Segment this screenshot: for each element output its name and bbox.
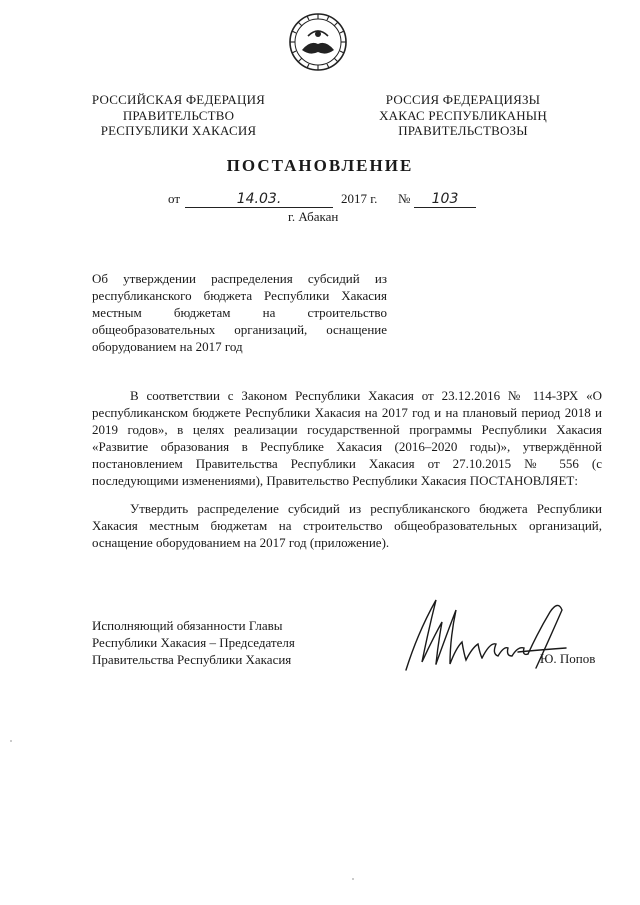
body-paragraph-1: В соответствии с Законом Республики Хакасия от 23.12.2016 № 114-ЗРХ «О республиканском бюджете Республики Хакасия на 2017 год и на плановый период 2018 и 2019 годов», в целях реализации государственной программы Республики Хакасия «Развитие образования в Республике Хакасия (2016–2020 годы)», утверждённой постановлением Правительства Республики Хакасия от 27.10.2015 № 556 (с последующими изменениями), Правительство Республики Хакасия ПОСТАНОВЛЯЕТ: xyxy=(92,388,602,488)
header-left-line: ПРАВИТЕЛЬСТВО xyxy=(122,107,235,123)
header-left-line: РОССИЙСКАЯ ФЕДЕРАЦИЯ xyxy=(91,92,266,107)
date-value: 14.03. xyxy=(185,191,333,208)
document-title: ПОСТАНОВЛЕНИЕ xyxy=(226,156,414,175)
scan-speck xyxy=(10,740,12,742)
header-right-line: ПРАВИТЕЛЬСТВОЗЫ xyxy=(398,123,528,138)
document-subject: Об утверждении распределения субсидий из республиканского бюджета Республики Хакасия местным бюджетам на строительство общеобразовательных организаций, оснащение оборудованием на 2017 год xyxy=(92,271,387,354)
signatory-position-line: Исполняющий обязанности Главы xyxy=(92,618,283,633)
header-right-block xyxy=(368,92,558,139)
date-year: 2017 г. xyxy=(341,191,378,206)
handwritten-signature xyxy=(398,592,578,682)
number-value: 103 xyxy=(414,191,476,208)
number-label: № xyxy=(398,191,411,206)
signatory-position-line: Республики Хакасия – Председателя xyxy=(92,635,295,650)
header-right-line: ХАКАС РЕСПУБЛИКАНЫҢ xyxy=(379,107,547,123)
body-paragraph-2: Утвердить распределение субсидий из республиканского бюджета Республики Хакасия местным бюджетам на строительство общеобразовательных организаций, оснащение оборудованием на 2017 год (приложение). xyxy=(92,501,602,550)
date-from-label: от xyxy=(168,191,181,206)
scan-speck xyxy=(352,878,354,880)
number-field xyxy=(414,191,476,208)
coat-of-arms-emblem xyxy=(288,12,348,72)
date-field xyxy=(185,191,333,208)
signatory-position-line: Правительства Республики Хакасия xyxy=(92,652,292,667)
signatory-name: Ю. Попов xyxy=(540,651,596,666)
header-left-block xyxy=(86,92,271,139)
header-right-line: РОССИЯ ФЕДЕРАЦИЯЗЫ xyxy=(385,92,541,107)
signatory-position xyxy=(92,617,295,668)
header-left-line: РЕСПУБЛИКИ ХАКАСИЯ xyxy=(100,123,257,138)
city: г. Абакан xyxy=(288,209,339,224)
